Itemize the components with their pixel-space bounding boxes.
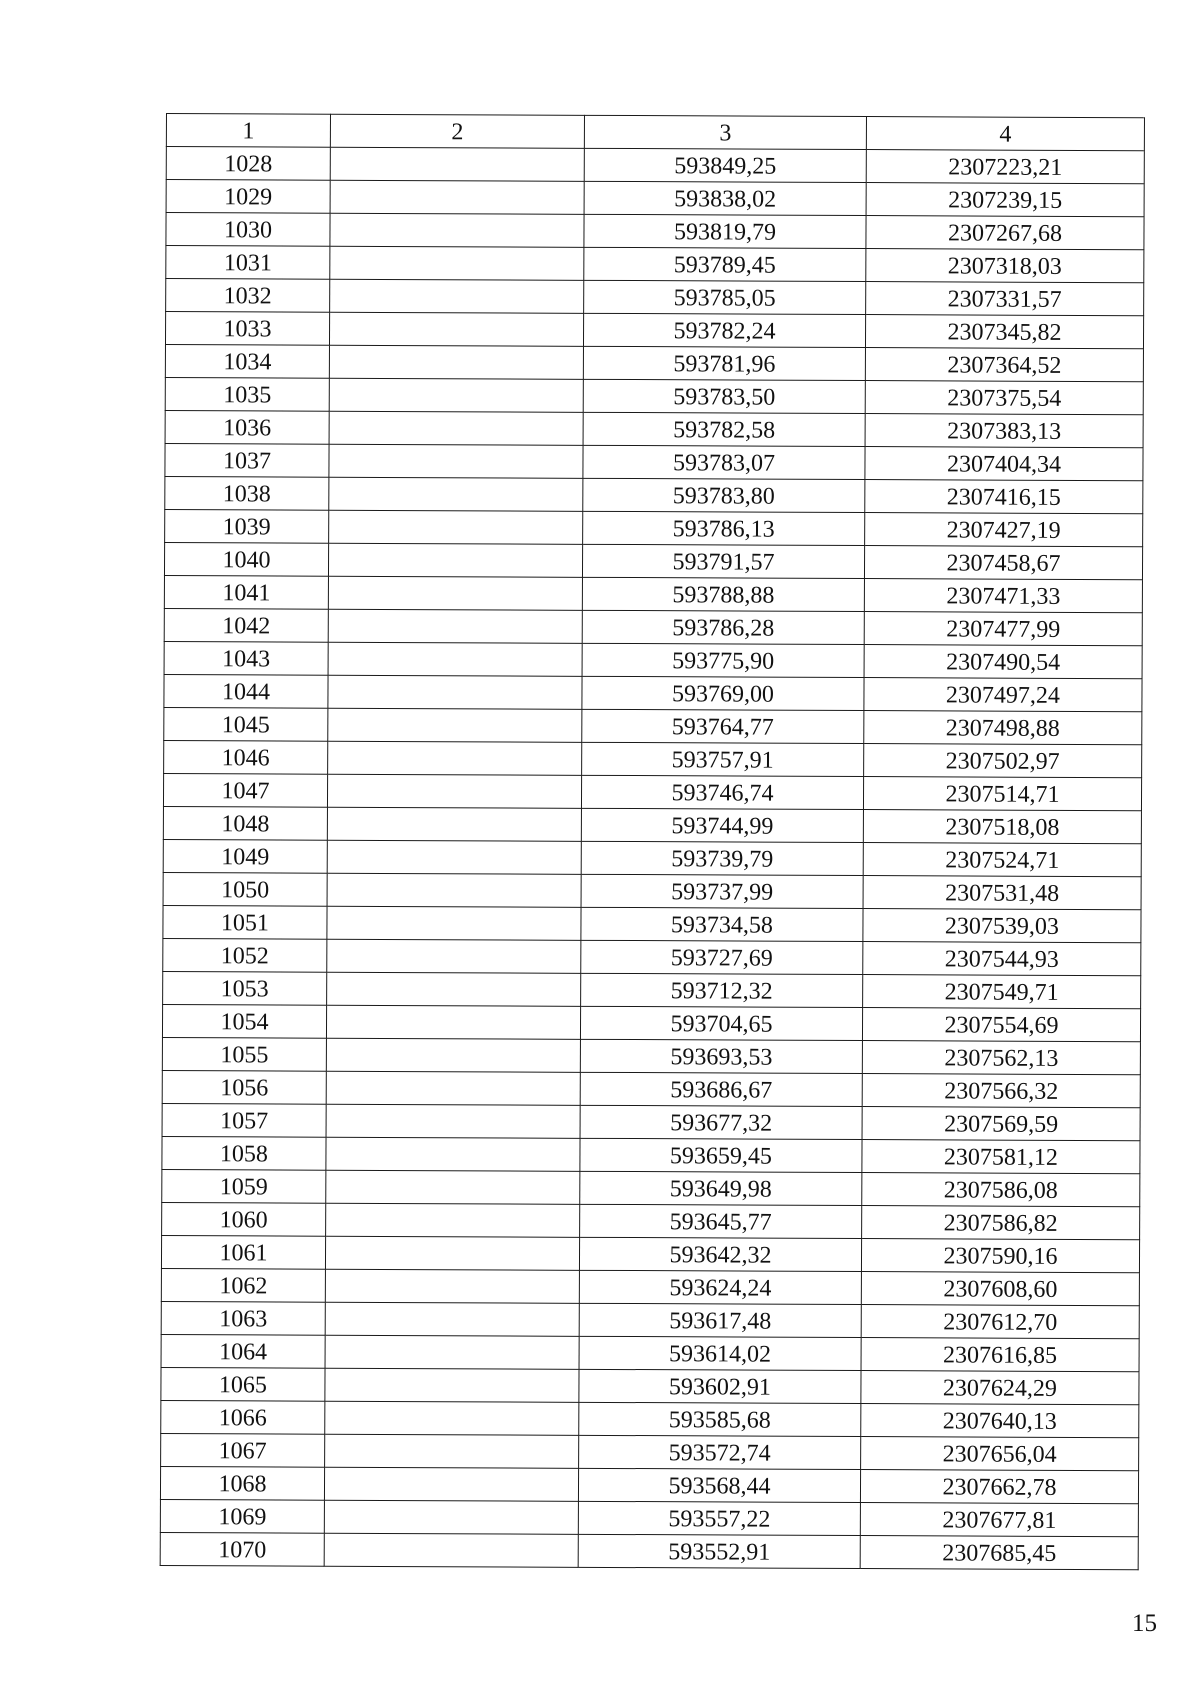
- x-coordinate-cell: 593819,79: [584, 214, 866, 248]
- table-row: [162, 1136, 1140, 1173]
- coordinates-table: [160, 113, 1145, 1570]
- table-row: [165, 476, 1143, 513]
- point-number-cell: 1039: [165, 509, 329, 543]
- x-coordinate-cell: 593568,44: [578, 1468, 860, 1502]
- table-row: [164, 575, 1142, 612]
- point-number-cell: 1064: [161, 1334, 325, 1368]
- empty-cell: [330, 279, 584, 313]
- y-coordinate-cell: 2307490,54: [864, 645, 1142, 679]
- point-number-cell: 1057: [162, 1103, 326, 1137]
- y-coordinate-cell: 2307586,82: [862, 1206, 1140, 1240]
- y-coordinate-cell: 2307471,33: [864, 579, 1142, 613]
- table-row: [161, 1235, 1139, 1272]
- x-coordinate-cell: 593727,69: [581, 940, 863, 974]
- table-row: [166, 213, 1144, 250]
- x-coordinate-cell: 593585,68: [579, 1402, 861, 1436]
- y-coordinate-cell: 2307364,52: [865, 348, 1143, 382]
- x-coordinate-cell: 593788,88: [582, 577, 864, 611]
- x-coordinate-cell: 593617,48: [579, 1303, 861, 1337]
- table-row: [164, 608, 1142, 645]
- empty-cell: [325, 1269, 579, 1303]
- x-coordinate-cell: 593764,77: [582, 709, 864, 743]
- x-coordinate-cell: 593775,90: [582, 643, 864, 677]
- x-coordinate-cell: 593791,57: [582, 544, 864, 578]
- y-coordinate-cell: 2307544,93: [863, 942, 1141, 976]
- table-row: [162, 1202, 1140, 1239]
- point-number-cell: 1032: [166, 279, 330, 313]
- empty-cell: [326, 1104, 580, 1138]
- point-number-cell: 1033: [165, 312, 329, 346]
- x-coordinate-cell: 593849,25: [584, 148, 866, 182]
- empty-cell: [326, 1005, 580, 1039]
- y-coordinate-cell: 2307331,57: [866, 282, 1144, 316]
- y-coordinate-cell: 2307569,59: [862, 1107, 1140, 1141]
- table-row: [162, 1004, 1140, 1041]
- y-coordinate-cell: 2307531,48: [863, 876, 1141, 910]
- empty-cell: [330, 213, 584, 247]
- empty-cell: [327, 774, 581, 808]
- table-row: [166, 180, 1144, 217]
- y-coordinate-cell: 2307586,08: [862, 1173, 1140, 1207]
- y-coordinate-cell: 2307477,99: [864, 612, 1142, 646]
- table-row: [165, 509, 1143, 546]
- empty-cell: [327, 840, 581, 874]
- y-coordinate-cell: 2307590,16: [861, 1239, 1139, 1273]
- point-number-cell: 1069: [160, 1499, 324, 1533]
- y-coordinate-cell: 2307549,71: [863, 975, 1141, 1009]
- empty-cell: [329, 510, 583, 544]
- x-coordinate-cell: 593739,79: [581, 841, 863, 875]
- y-coordinate-cell: 2307383,13: [865, 414, 1143, 448]
- x-coordinate-cell: 593712,32: [581, 973, 863, 1007]
- point-number-cell: 1045: [164, 707, 328, 741]
- x-coordinate-cell: 593746,74: [581, 775, 863, 809]
- point-number-cell: 1041: [164, 575, 328, 609]
- empty-cell: [328, 543, 582, 577]
- point-number-cell: 1066: [161, 1400, 325, 1434]
- x-coordinate-cell: 593572,74: [579, 1435, 861, 1469]
- point-number-cell: 1059: [162, 1169, 326, 1203]
- table-row: [164, 740, 1142, 777]
- point-number-cell: 1049: [163, 839, 327, 873]
- empty-cell: [328, 609, 582, 643]
- empty-cell: [327, 972, 581, 1006]
- y-coordinate-cell: 2307677,81: [860, 1503, 1138, 1537]
- point-number-cell: 1031: [166, 246, 330, 280]
- y-coordinate-cell: 2307562,13: [862, 1041, 1140, 1075]
- y-coordinate-cell: 2307524,71: [863, 843, 1141, 877]
- y-coordinate-cell: 2307608,60: [861, 1272, 1139, 1306]
- point-number-cell: 1060: [162, 1202, 326, 1236]
- y-coordinate-cell: 2307539,03: [863, 909, 1141, 943]
- table-row: [163, 905, 1141, 942]
- table-row: [163, 872, 1141, 909]
- y-coordinate-cell: 2307656,04: [861, 1437, 1139, 1471]
- empty-cell: [325, 1335, 579, 1369]
- y-coordinate-cell: 2307458,67: [864, 546, 1142, 580]
- empty-cell: [330, 147, 584, 181]
- table-row: [163, 806, 1141, 843]
- empty-cell: [325, 1434, 579, 1468]
- point-number-cell: 1042: [164, 608, 328, 642]
- empty-cell: [328, 675, 582, 709]
- empty-cell: [329, 378, 583, 412]
- table-row: [164, 707, 1142, 744]
- point-number-cell: 1035: [165, 377, 329, 411]
- table-row: [161, 1367, 1139, 1404]
- point-number-cell: 1053: [163, 971, 327, 1005]
- x-coordinate-cell: 593659,45: [580, 1138, 862, 1172]
- empty-cell: [330, 246, 584, 280]
- point-number-cell: 1046: [164, 740, 328, 774]
- empty-cell: [325, 1302, 579, 1336]
- point-number-cell: 1058: [162, 1136, 326, 1170]
- x-coordinate-cell: 593624,24: [579, 1270, 861, 1304]
- point-number-cell: 1036: [165, 410, 329, 444]
- empty-cell: [327, 939, 581, 973]
- point-number-cell: 1056: [162, 1070, 326, 1104]
- table-row: [161, 1433, 1139, 1470]
- y-coordinate-cell: 2307566,32: [862, 1074, 1140, 1108]
- y-coordinate-cell: 2307581,12: [862, 1140, 1140, 1174]
- column-header-4: 4: [866, 117, 1144, 151]
- point-number-cell: 1051: [163, 905, 327, 939]
- y-coordinate-cell: 2307375,54: [865, 381, 1143, 415]
- empty-cell: [330, 180, 584, 214]
- x-coordinate-cell: 593557,22: [578, 1501, 860, 1535]
- empty-cell: [324, 1467, 578, 1501]
- empty-cell: [329, 345, 583, 379]
- table-row: [164, 542, 1142, 579]
- point-number-cell: 1054: [162, 1004, 326, 1038]
- x-coordinate-cell: 593642,32: [579, 1237, 861, 1271]
- empty-cell: [326, 1137, 580, 1171]
- empty-cell: [325, 1368, 579, 1402]
- point-number-cell: 1038: [165, 476, 329, 510]
- x-coordinate-cell: 593677,32: [580, 1105, 862, 1139]
- x-coordinate-cell: 593781,96: [583, 346, 865, 380]
- point-number-cell: 1067: [161, 1433, 325, 1467]
- empty-cell: [326, 1038, 580, 1072]
- table-row: [165, 410, 1143, 447]
- point-number-cell: 1029: [166, 180, 330, 214]
- table-row: [161, 1268, 1139, 1305]
- point-number-cell: 1030: [166, 213, 330, 247]
- point-number-cell: 1065: [161, 1367, 325, 1401]
- empty-cell: [328, 708, 582, 742]
- y-coordinate-cell: 2307427,19: [865, 513, 1143, 547]
- table-body: [160, 147, 1144, 1570]
- empty-cell: [328, 642, 582, 676]
- point-number-cell: 1070: [160, 1532, 324, 1566]
- empty-cell: [328, 576, 582, 610]
- x-coordinate-cell: 593649,98: [580, 1171, 862, 1205]
- y-coordinate-cell: 2307662,78: [860, 1470, 1138, 1504]
- point-number-cell: 1028: [166, 147, 330, 181]
- table-row: [164, 674, 1142, 711]
- point-number-cell: 1040: [164, 542, 328, 576]
- y-coordinate-cell: 2307223,21: [866, 150, 1144, 184]
- empty-cell: [327, 807, 581, 841]
- y-coordinate-cell: 2307498,88: [864, 711, 1142, 745]
- empty-cell: [325, 1236, 579, 1270]
- y-coordinate-cell: 2307518,08: [863, 810, 1141, 844]
- table-row: [160, 1499, 1138, 1536]
- x-coordinate-cell: 593783,07: [583, 445, 865, 479]
- empty-cell: [326, 1170, 580, 1204]
- x-coordinate-cell: 593552,91: [578, 1534, 860, 1568]
- y-coordinate-cell: 2307404,34: [865, 447, 1143, 481]
- empty-cell: [325, 1401, 579, 1435]
- y-coordinate-cell: 2307267,68: [866, 216, 1144, 250]
- point-number-cell: 1034: [165, 344, 329, 378]
- table-row: [162, 1037, 1140, 1074]
- point-number-cell: 1052: [163, 938, 327, 972]
- table-row: [161, 1400, 1139, 1437]
- y-coordinate-cell: 2307612,70: [861, 1305, 1139, 1339]
- table-row: [166, 279, 1144, 316]
- empty-cell: [324, 1500, 578, 1534]
- empty-cell: [327, 873, 581, 907]
- y-coordinate-cell: 2307616,85: [861, 1338, 1139, 1372]
- empty-cell: [329, 411, 583, 445]
- point-number-cell: 1047: [163, 773, 327, 807]
- y-coordinate-cell: 2307554,69: [862, 1008, 1140, 1042]
- point-number-cell: 1037: [165, 443, 329, 477]
- point-number-cell: 1043: [164, 641, 328, 675]
- table-row: [163, 773, 1141, 810]
- y-coordinate-cell: 2307318,03: [866, 249, 1144, 283]
- table-row: [165, 344, 1143, 381]
- table-row: [162, 1070, 1140, 1107]
- x-coordinate-cell: 593704,65: [580, 1006, 862, 1040]
- table-row: [166, 246, 1144, 283]
- empty-cell: [327, 906, 581, 940]
- x-coordinate-cell: 593693,53: [580, 1039, 862, 1073]
- y-coordinate-cell: 2307514,71: [863, 777, 1141, 811]
- x-coordinate-cell: 593789,45: [584, 247, 866, 281]
- table-row: [160, 1532, 1138, 1569]
- y-coordinate-cell: 2307239,15: [866, 183, 1144, 217]
- y-coordinate-cell: 2307502,97: [864, 744, 1142, 778]
- point-number-cell: 1062: [161, 1268, 325, 1302]
- table-row: [165, 312, 1143, 349]
- x-coordinate-cell: 593785,05: [584, 280, 866, 314]
- x-coordinate-cell: 593757,91: [582, 742, 864, 776]
- point-number-cell: 1050: [163, 872, 327, 906]
- x-coordinate-cell: 593614,02: [579, 1336, 861, 1370]
- empty-cell: [329, 477, 583, 511]
- x-coordinate-cell: 593734,58: [581, 907, 863, 941]
- x-coordinate-cell: 593645,77: [580, 1204, 862, 1238]
- table-row: [163, 839, 1141, 876]
- x-coordinate-cell: 593838,02: [584, 181, 866, 215]
- table-row: [166, 147, 1144, 184]
- x-coordinate-cell: 593602,91: [579, 1369, 861, 1403]
- column-header-1: 1: [166, 114, 330, 148]
- table-row: [164, 641, 1142, 678]
- table-row: [163, 971, 1141, 1008]
- table-row: [165, 377, 1143, 414]
- table-header-row: [166, 114, 1144, 151]
- x-coordinate-cell: 593783,80: [583, 478, 865, 512]
- point-number-cell: 1048: [163, 806, 327, 840]
- point-number-cell: 1044: [164, 674, 328, 708]
- x-coordinate-cell: 593737,99: [581, 874, 863, 908]
- table-row: [162, 1103, 1140, 1140]
- empty-cell: [324, 1533, 578, 1567]
- column-header-3: 3: [584, 115, 866, 149]
- x-coordinate-cell: 593782,58: [583, 412, 865, 446]
- y-coordinate-cell: 2307497,24: [864, 678, 1142, 712]
- column-header-2: 2: [330, 114, 584, 148]
- y-coordinate-cell: 2307416,15: [865, 480, 1143, 514]
- x-coordinate-cell: 593786,13: [583, 511, 865, 545]
- page-number: 15: [1132, 1610, 1157, 1637]
- table-row: [162, 1169, 1140, 1206]
- empty-cell: [328, 741, 582, 775]
- x-coordinate-cell: 593686,67: [580, 1072, 862, 1106]
- y-coordinate-cell: 2307345,82: [865, 315, 1143, 349]
- table-row: [160, 1466, 1138, 1503]
- table-row: [165, 443, 1143, 480]
- point-number-cell: 1061: [161, 1235, 325, 1269]
- point-number-cell: 1055: [162, 1037, 326, 1071]
- empty-cell: [329, 444, 583, 478]
- y-coordinate-cell: 2307624,29: [861, 1371, 1139, 1405]
- x-coordinate-cell: 593783,50: [583, 379, 865, 413]
- x-coordinate-cell: 593782,24: [583, 313, 865, 347]
- x-coordinate-cell: 593786,28: [582, 610, 864, 644]
- empty-cell: [329, 312, 583, 346]
- point-number-cell: 1068: [160, 1466, 324, 1500]
- point-number-cell: 1063: [161, 1301, 325, 1335]
- empty-cell: [326, 1203, 580, 1237]
- empty-cell: [326, 1071, 580, 1105]
- x-coordinate-cell: 593769,00: [582, 676, 864, 710]
- y-coordinate-cell: 2307685,45: [860, 1536, 1138, 1570]
- x-coordinate-cell: 593744,99: [581, 808, 863, 842]
- table-row: [163, 938, 1141, 975]
- table-row: [161, 1301, 1139, 1338]
- y-coordinate-cell: 2307640,13: [861, 1404, 1139, 1438]
- table-row: [161, 1334, 1139, 1371]
